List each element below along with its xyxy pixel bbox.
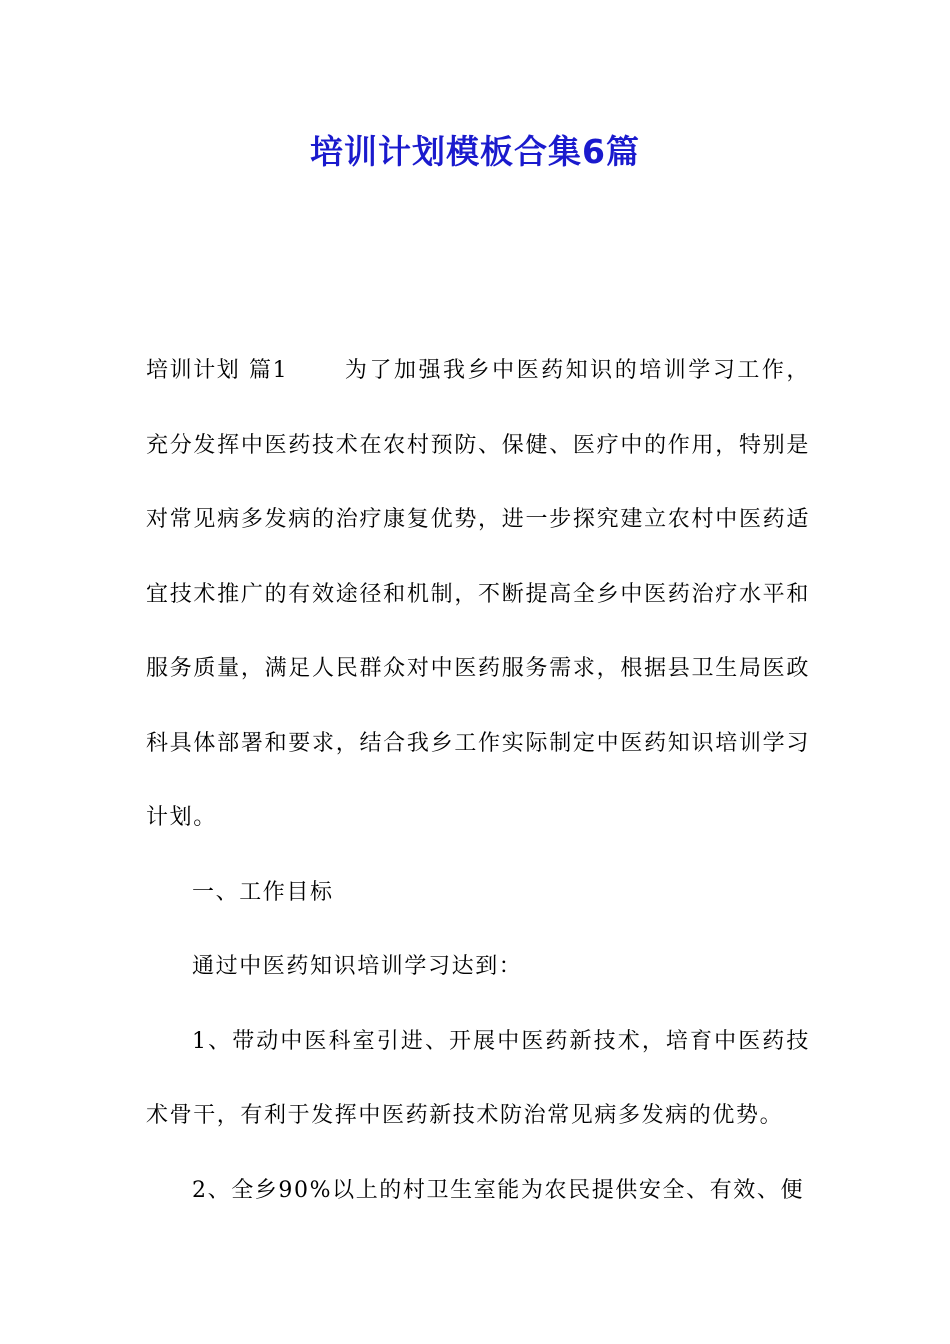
- intro-paragraph: [146, 334, 810, 856]
- list-item: 1、带动中医科室引进、开展中医药新技术，培育中医药技术骨干，有利于发挥中医药新技术防治常见病多发病的优势。: [146, 1028, 810, 1128]
- list-item: 2、全乡90%以上的村卫生室能为农民提供安全、有效、便: [192, 1177, 805, 1203]
- section-heading: 一、工作目标: [192, 879, 334, 905]
- section-label: 培训计划 篇1: [146, 358, 289, 383]
- document-title: 培训计划模板合集6篇: [310, 132, 640, 171]
- document-body: [146, 334, 810, 1228]
- paragraph-text: 为了加强我乡中医药知识的培训学习工作，充分发挥中医药技术在农村预防、保健、医疗中的作用，特别是对常见病多发病的治疗康复优势，进一步探究建立农村中医药适宜技术推广的有效途径和机制，不断提高全乡中医药治疗水平和服务质量，满足人民群众对中医药服务需求，根据县卫生局医政科具体部署和要求，结合我乡工作实际制定中医药知识培训学习计划。: [146, 358, 810, 830]
- paragraph-text: 通过中医药知识培训学习达到：: [192, 954, 523, 979]
